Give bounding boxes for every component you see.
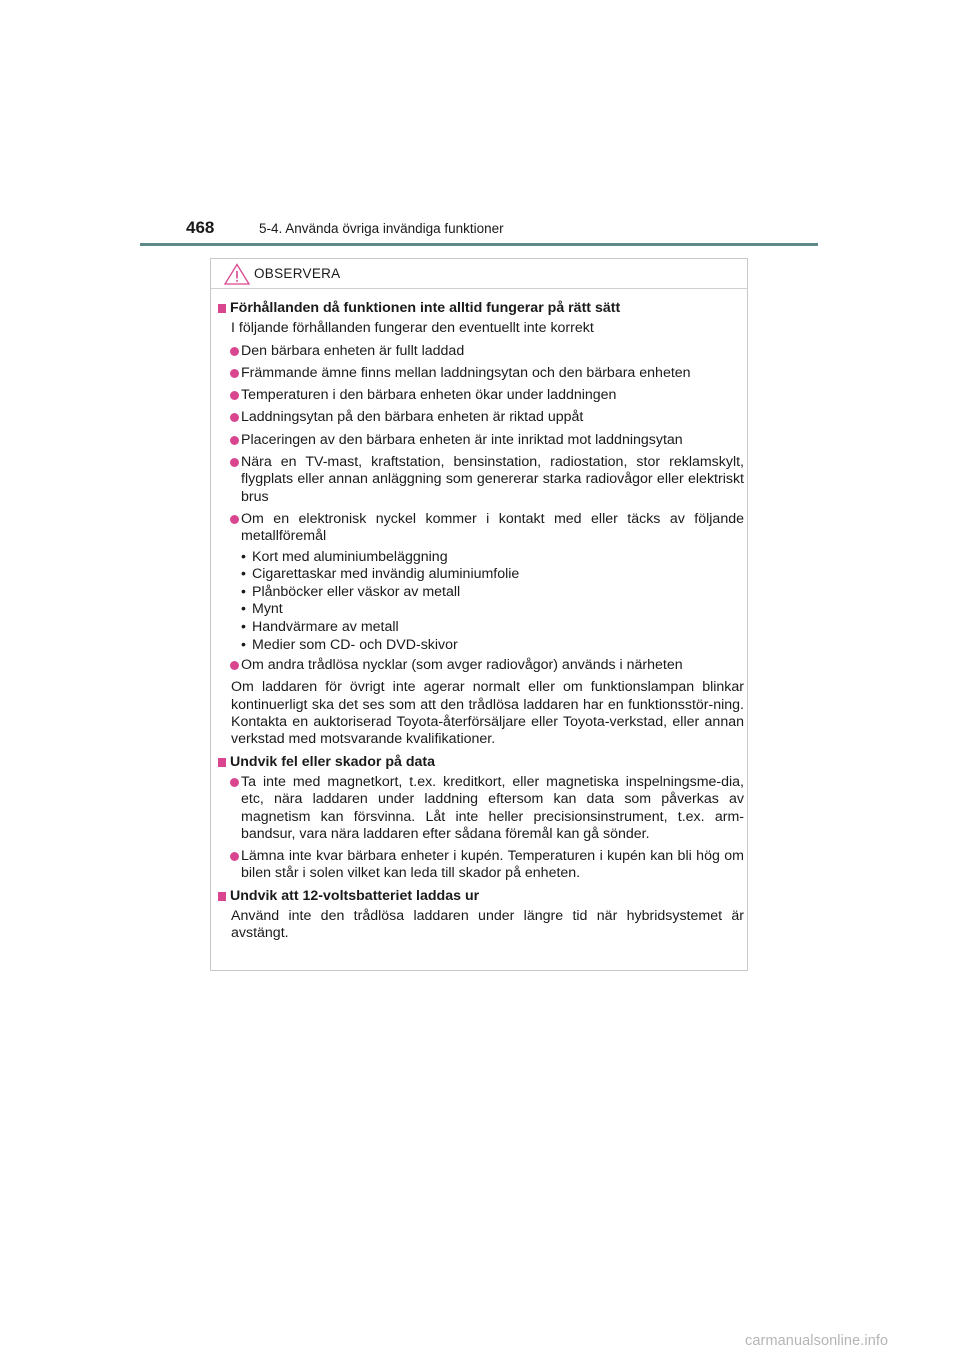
round-bullet-icon xyxy=(230,661,239,670)
square-bullet-icon xyxy=(218,758,226,767)
list-item: • Mynt xyxy=(218,601,744,619)
bullet-item: Om en elektronisk nyckel kommer i kontakt med eller täcks av följande metallföremål xyxy=(218,511,744,546)
bullet-item: Främmande ämne finns mellan laddningsytan och den bärbara enheten xyxy=(218,365,744,382)
round-bullet-icon xyxy=(230,391,239,400)
metal-items-list xyxy=(218,549,744,655)
page-number: 468 xyxy=(186,218,215,237)
bullet-item: Lämna inte kvar bärbara enheter i kupén. Temperaturen i kupén kan bli hög om bilen står i solen vilket kan leda till skador på enheten. xyxy=(218,848,744,883)
bullet-item: Placeringen av den bärbara enheten är inte inriktad mot laddningsytan xyxy=(218,432,744,449)
notice-title: OBSERVERA xyxy=(254,266,341,281)
bullet-item: Om andra trådlösa nycklar (som avger radiovågor) används i närheten xyxy=(218,657,744,674)
list-item: • Cigarettaskar med invändig aluminiumfolie xyxy=(218,566,744,584)
section-text: Använd inte den trådlösa laddaren under längre tid när hybridsystemet är avstängt. xyxy=(231,907,744,942)
square-bullet-icon xyxy=(218,892,226,901)
section-intro: I följande förhållanden fungerar den eventuellt inte korrekt xyxy=(231,320,594,337)
list-item: • Plånböcker eller väskor av metall xyxy=(218,584,744,602)
round-bullet-icon xyxy=(230,852,239,861)
bullet-item: Laddningsytan på den bärbara enheten är riktad uppåt xyxy=(218,409,744,426)
round-bullet-icon xyxy=(230,347,239,356)
header-divider xyxy=(140,243,818,246)
bullet-item: Ta inte med magnetkort, t.ex. kreditkort, eller magnetiska inspelningsme-dia, etc, nära laddaren under laddning eftersom kan data som påverkas av magnetism kan försvinna. Låt inte heller precisionsinstrument, t.ex. arm-bandsur, vara nära laddaren efter sådana föremål kan gå sönder. xyxy=(218,774,744,843)
square-bullet-icon xyxy=(218,304,226,313)
round-bullet-icon xyxy=(230,436,239,445)
warning-triangle-icon xyxy=(224,263,250,285)
list-item: • Kort med aluminiumbeläggning xyxy=(218,549,744,567)
round-bullet-icon xyxy=(230,413,239,422)
section-heading: Förhållanden då funktionen inte alltid fungerar på rätt sätt xyxy=(218,300,744,317)
round-bullet-icon xyxy=(230,778,239,787)
notice-body xyxy=(218,300,744,948)
watermark: carmanualsonline.info xyxy=(745,1333,889,1349)
section-heading: Undvik fel eller skador på data xyxy=(218,754,744,771)
bullet-item: Den bärbara enheten är fullt laddad xyxy=(218,343,744,360)
section-outro: Om laddaren för övrigt inte agerar normalt eller om funktionslampan blinkar kontinuerligt ska det ses som att den trådlösa laddaren har en funktionsstör-ning. Kontakta en auktoriserad Toyota-återförsäljare eller Toyota-verkstad, eller annan verkstad med motsvarande kvalifikationer. xyxy=(231,679,744,748)
bullet-item: Temperaturen i den bärbara enheten ökar under laddningen xyxy=(218,387,744,404)
round-bullet-icon xyxy=(230,515,239,524)
notice-box xyxy=(210,258,748,971)
section-title: 5-4. Använda övriga invändiga funktioner xyxy=(259,221,504,236)
list-item: • Handvärmare av metall xyxy=(218,619,744,637)
section-heading: Undvik att 12-voltsbatteriet laddas ur xyxy=(218,888,744,905)
notice-header xyxy=(211,259,747,289)
bullet-item: Nära en TV-mast, kraftstation, bensinstation, radiostation, stor reklamskylt, flygplats eller annan anläggning som genererar starka radiovågor eller elektriskt brus xyxy=(218,454,744,506)
round-bullet-icon xyxy=(230,458,239,467)
round-bullet-icon xyxy=(230,369,239,378)
list-item: • Medier som CD- och DVD-skivor xyxy=(218,637,744,655)
